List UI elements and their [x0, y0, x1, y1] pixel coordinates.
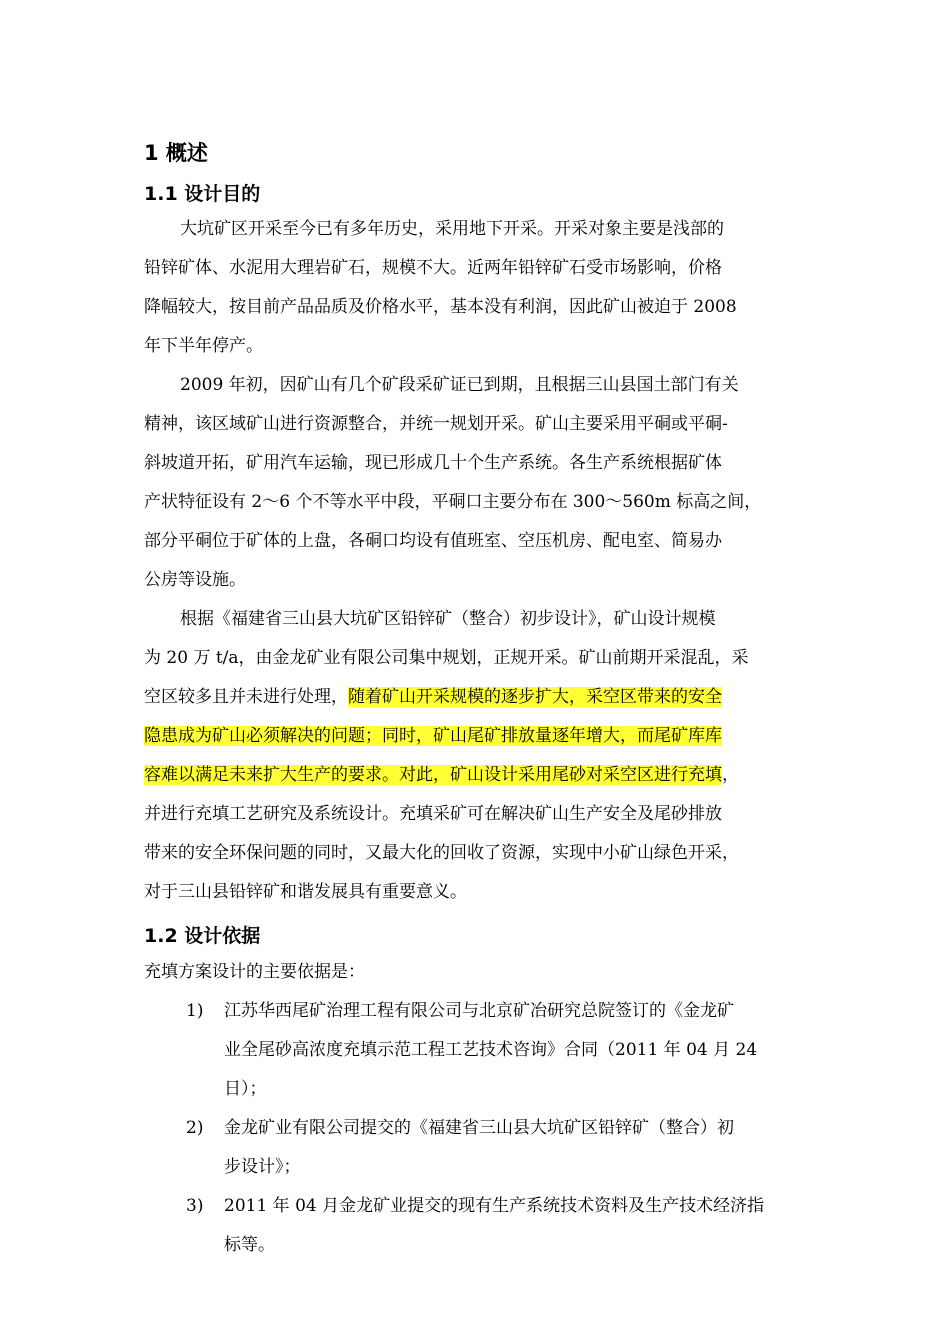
highlighted-text: 随着矿山开采规模的逐步扩大，采空区带来的安全: [348, 687, 722, 707]
paragraph-line: [144, 684, 722, 710]
section-1-1-heading: 1.1 设计目的: [144, 183, 261, 205]
paragraph-line: [144, 723, 722, 749]
section-1-2-heading: 1.2 设计依据: [144, 925, 261, 947]
paragraph-line: 年下半年停产。: [144, 336, 263, 356]
list-item-line: 日）；: [224, 1079, 267, 1099]
paragraph-line: 铅锌矿体、水泥用大理岩矿石，规模不大。近两年铅锌矿石受市场影响，价格: [144, 258, 722, 278]
paragraph-line: 并进行充填工艺研究及系统设计。充填采矿可在解决矿山生产安全及尾砂排放: [144, 804, 722, 824]
paragraph-line: 2009 年初，因矿山有几个矿段采矿证已到期，且根据三山县国土部门有关: [180, 375, 739, 395]
highlighted-text: 隐患成为矿山必须解决的问题；同时，矿山尾矿排放量逐年增大，而尾矿库库: [144, 726, 722, 746]
list-item-line: 金龙矿业有限公司提交的《福建省三山县大坑矿区铅锌矿（整合）初: [224, 1118, 734, 1138]
list-item-number: 3): [186, 1196, 204, 1216]
plain-text: ，: [722, 765, 739, 785]
highlighted-text: 容难以满足未来扩大生产的要求。对此，矿山设计采用尾砂对采空区进行充填: [144, 765, 722, 785]
list-item-line: 2011 年 04 月金龙矿业提交的现有生产系统技术资料及生产技术经济指: [224, 1196, 765, 1216]
paragraph-line: 部分平硐位于矿体的上盘，各硐口均设有值班室、空压机房、配电室、简易办: [144, 531, 722, 551]
paragraph-line: 为 20 万 t/a，由金龙矿业有限公司集中规划，正规开采。矿山前期开采混乱，采: [144, 648, 749, 668]
paragraph-line: [144, 762, 739, 788]
section-1-heading: 1 概述: [144, 141, 208, 165]
paragraph-line: 带来的安全环保问题的同时，又最大化的回收了资源，实现中小矿山绿色开采，: [144, 843, 739, 863]
paragraph-line: 公房等设施。: [144, 570, 246, 590]
list-item-number: 2): [186, 1118, 204, 1138]
paragraph-line: 斜坡道开拓，矿用汽车运输，现已形成几十个生产系统。各生产系统根据矿体: [144, 453, 722, 473]
list-item-line: 标等。: [224, 1235, 275, 1255]
list-item-line: 江苏华西尾矿治理工程有限公司与北京矿冶研究总院签订的《金龙矿: [224, 1001, 734, 1021]
paragraph-line: 产状特征设有 2～6 个不等水平中段，平硐口主要分布在 300～560m 标高之间，: [144, 492, 762, 512]
paragraph-line: 大坑矿区开采至今已有多年历史，采用地下开采。开采对象主要是浅部的: [180, 219, 724, 239]
list-item-number: 1): [186, 1001, 204, 1021]
plain-text: 空区较多且并未进行处理，: [144, 687, 348, 707]
list-intro: 充填方案设计的主要依据是：: [144, 962, 365, 982]
paragraph-line: 精神，该区域矿山进行资源整合，并统一规划开采。矿山主要采用平硐或平硐-: [144, 414, 728, 434]
paragraph-line: 根据《福建省三山县大坑矿区铅锌矿（整合）初步设计》，矿山设计规模: [180, 609, 716, 629]
list-item-line: 步设计》；: [224, 1157, 301, 1177]
list-item-line: 业全尾砂高浓度充填示范工程工艺技术咨询》合同（2011 年 04 月 24: [224, 1040, 758, 1060]
paragraph-line: 降幅较大，按目前产品品质及价格水平，基本没有利润，因此矿山被迫于 2008: [144, 297, 737, 317]
paragraph-line: 对于三山县铅锌矿和谐发展具有重要意义。: [144, 882, 467, 902]
